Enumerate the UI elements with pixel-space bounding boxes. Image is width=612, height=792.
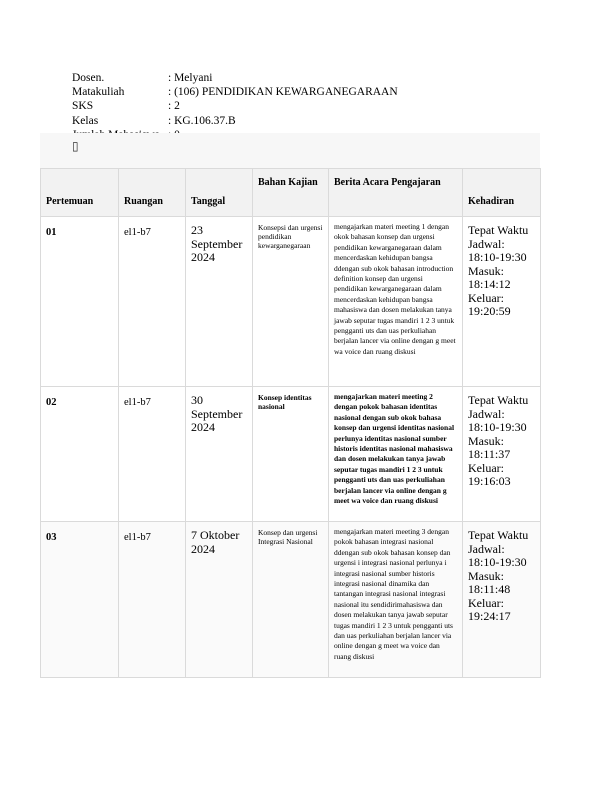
cell-berita-acara: mengajarkan materi meeting 2 dengan pokok bahasan identitas nasional dengan sub okok bahasa konsep dan urgensi identitas nasional perlunya identitas nasional sumber historis identitas nasional mahasiswa dan dosen melakukan tanya jawab seputar tugas mandiri 1 2 3 untuk pengganti uts dan uas perkuliahan berjalan lancer via online dengan g meet wa voice dan ruang diskusi (329, 387, 463, 522)
cell-kehadiran: Tepat Waktu Jadwal: 18:10-19:30 Masuk: 18:11:48 Keluar: 19:24:17 (463, 522, 541, 678)
info-row-dosen (72, 71, 398, 85)
cell-tanggal: 23 September 2024 (186, 217, 253, 387)
info-label: Kelas (72, 114, 99, 127)
separator-band (40, 133, 540, 168)
column-header-ruangan: Ruangan (119, 169, 186, 217)
cell-bahan-kajian: Konsep dan urgensi Integrasi Nasional (253, 522, 329, 678)
table-header-row (41, 169, 541, 217)
cell-bahan-kajian: Konsep identitas nasional (253, 387, 329, 522)
cell-berita-acara: mengajarkan materi meeting 1 dengan okok bahasan konsep dan urgensi pendidikan kewarganegaraan dalam mencerdaskan kehidupan bangsa ddengan sub okok bahasan introduction definition konsep dan urgensi pendidikan kewarganegaraan dalam mencerdaskan kehidupan bangsa mahasiswa dan dosen melakukan tanya jawab seputar tugas mandiri 1 2 3 untuk pengganti uts dan uas perkuliahan berjalan lancer via online dengan g meet wa voice dan ruang diskusi (329, 217, 463, 387)
cell-tanggal: 30 September 2024 (186, 387, 253, 522)
cell-ruangan: el1-b7 (119, 217, 186, 387)
cell-pertemuan: 02 (41, 387, 119, 522)
info-row-matakuliah (72, 85, 398, 99)
info-value: : Melyani (168, 72, 213, 84)
column-header-berita-acara: Berita Acara Pengajaran (329, 169, 463, 217)
info-row-sks (72, 99, 398, 113)
info-value: : KG.106.37.B (168, 114, 236, 127)
table-row (41, 387, 541, 522)
placeholder-glyph-icon: ▯ (72, 139, 79, 153)
info-value: : 2 (168, 100, 180, 113)
attendance-table (40, 168, 541, 678)
cell-bahan-kajian: Konsepsi dan urgensi pendidikan kewarganegaraan (253, 217, 329, 387)
table-row (41, 522, 541, 678)
cell-tanggal: 7 Oktober 2024 (186, 522, 253, 678)
cell-ruangan: el1-b7 (119, 387, 186, 522)
column-header-pertemuan: Pertemuan (41, 169, 119, 217)
course-info (72, 71, 398, 142)
column-header-kehadiran: Kehadiran (463, 169, 541, 217)
info-label: SKS (72, 100, 94, 113)
info-label: Dosen. (72, 72, 105, 84)
info-value: : (106) PENDIDIKAN KEWARGANEGARAAN (168, 86, 398, 99)
info-label: Matakuliah (72, 86, 125, 99)
cell-pertemuan: 01 (41, 217, 119, 387)
info-row-kelas (72, 114, 398, 128)
cell-pertemuan: 03 (41, 522, 119, 678)
table-row (41, 217, 541, 387)
column-header-bahan-kajian: Bahan Kajian (253, 169, 329, 217)
cell-kehadiran: Tepat Waktu Jadwal: 18:10-19:30 Masuk: 18:11:37 Keluar: 19:16:03 (463, 387, 541, 522)
cell-berita-acara: mengajarkan materi meeting 3 dengan pokok bahasan integrasi nasional ddengan sub okok bahasan konsep dan urgensi i integrasi nasional perlunya i integrasi nasional sumber historis integrasi nasional dinamika dan tantangan integrasi nasional integrasi nasional itu sendidirimahasiswa dan dosen melakukan tanya jawab seputar tugas mandiri 1 2 3 untuk pengganti uts dan uas perkuliahan berjalan lancer via online dengan g meet wa voice dan ruang diskusi (329, 522, 463, 678)
cell-ruangan: el1-b7 (119, 522, 186, 678)
column-header-tanggal: Tanggal (186, 169, 253, 217)
cell-kehadiran: Tepat Waktu Jadwal: 18:10-19:30 Masuk: 18:14:12 Keluar: 19:20:59 (463, 217, 541, 387)
